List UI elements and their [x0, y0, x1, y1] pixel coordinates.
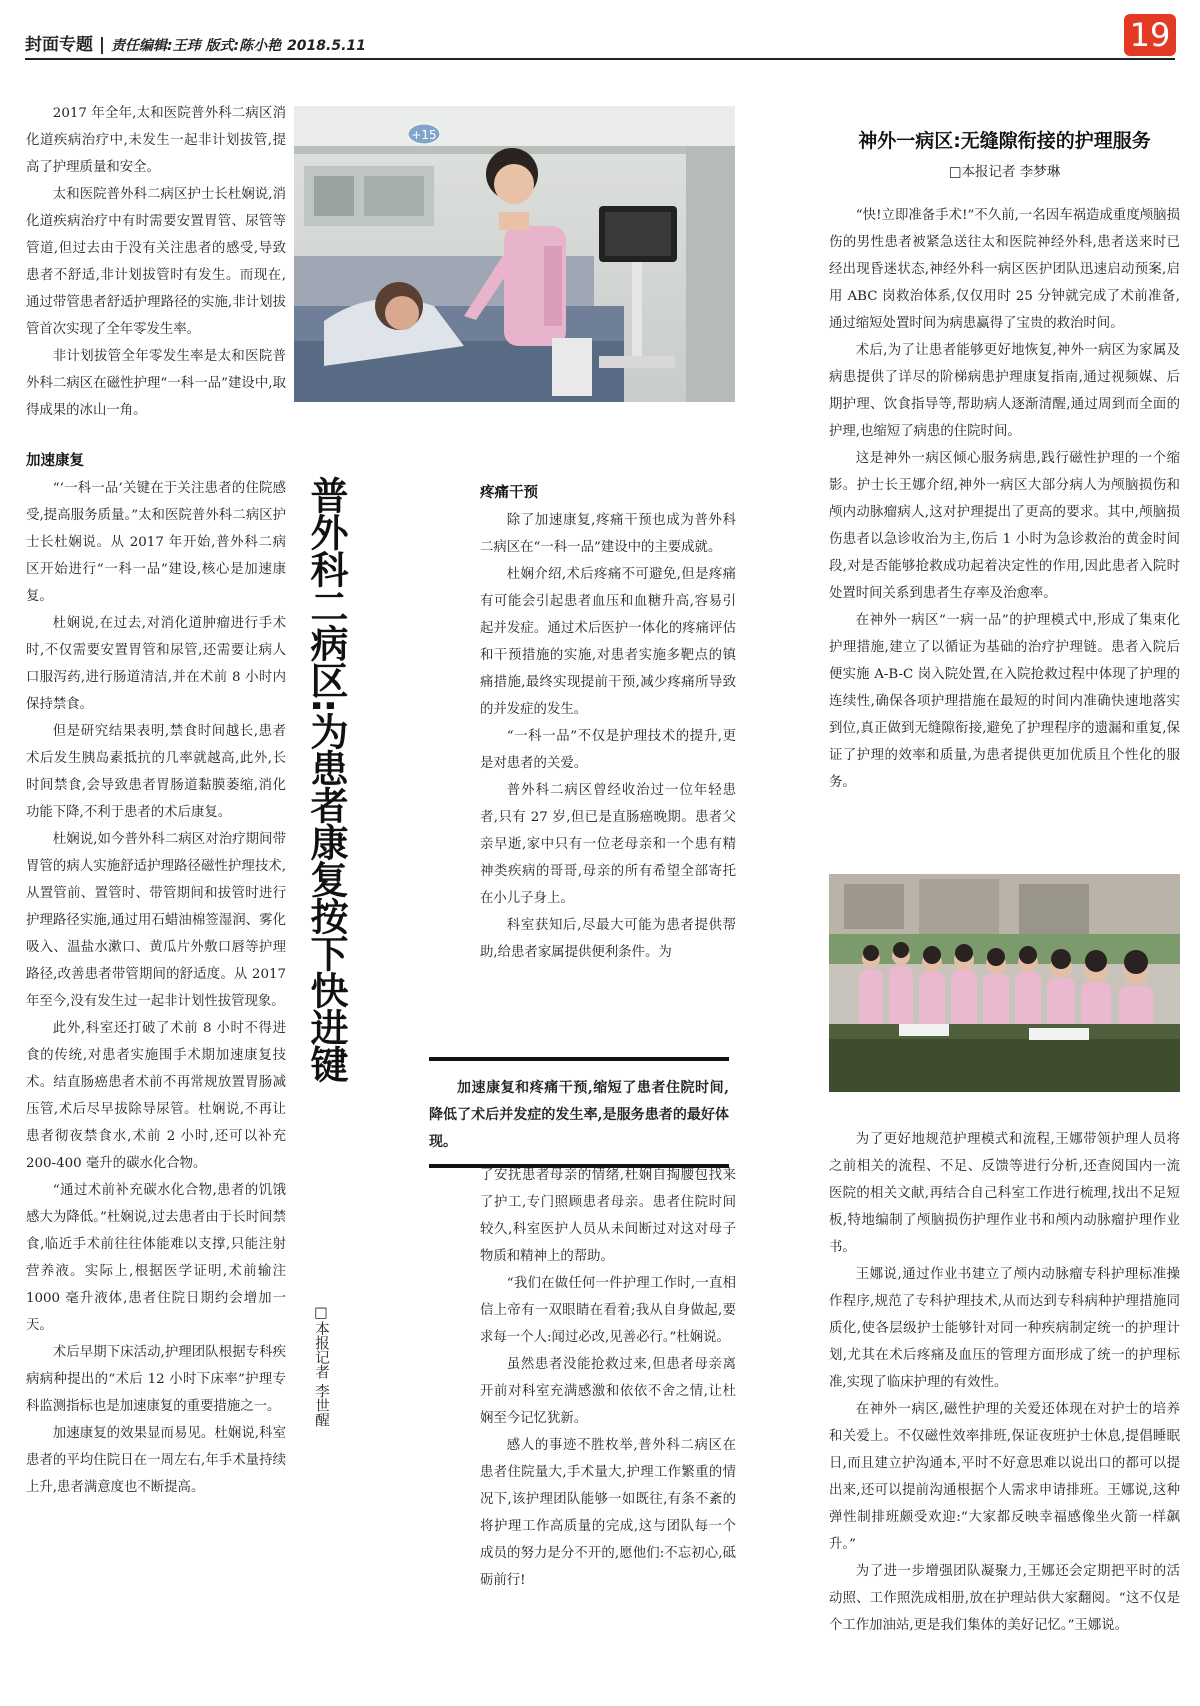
bed-sign: +15	[411, 128, 437, 142]
nursing-team-group-photo	[829, 874, 1180, 1092]
header-rule	[25, 58, 1175, 60]
paragraph: 非计划拔管全年零发生率是太和医院普外科二病区在磁性护理“一科一品”建设中,取得成果的冰山一角。	[26, 349, 286, 418]
paragraph: “快!立即准备手术!”不久前,一名因车祸造成重度颅脑损伤的男性患者被紧急送往太和医院神经外科,患者送来时已经出现昏迷状态,神经外科一病区医护团队迅速启动预案,启用 ABC 岗救治体系,仅仅用时 25 分钟就完成了术前准备,通过缩短处置时间为病患赢得了宝贵的救治时间。	[829, 208, 1180, 331]
paragraph: 杜娴介绍,术后疼痛不可避免,但是疼痛有可能会引起患者血压和血糖升高,容易引起并发症。通过术后医护一体化的疼痛评估和干预措施的实施,对患者实施多靶点的镇痛措施,最终实现提前干预,减少疼痛所导致的并发症的发生。	[480, 567, 736, 717]
photo-illustration	[294, 106, 735, 402]
paragraph: “‘一科一品’关键在于关注患者的住院感受,提高服务质量。”太和医院普外科二病区护士长杜娴说。从 2017 年开始,普外科二病区开始进行“一科一品”建设,核心是加速康复。	[26, 481, 286, 604]
paragraph: 除了加速康复,疼痛干预也成为普外科二病区在“一科一品”建设中的主要成就。	[480, 513, 736, 555]
paragraph: 虽然患者没能抢救过来,但患者母亲离开前对科室充满感激和依依不舍之情,让杜娴至今记忆犹新。	[480, 1357, 736, 1426]
headline: 普外科二病区:为患者康复按下快进键	[304, 476, 348, 1083]
paragraph: 杜娴说,如今普外科二病区对治疗期间带胃管的病人实施舒适护理路径磁性护理技术,从置管前、置管时、带管期间和拔管时进行护理路径实施,通过用石蜡油棉签湿润、雾化吸入、温盐水漱口、黄瓜片外敷口唇等护理路径,改善患者带管期间的舒适度。从 2017 年至今,没有发生过一起非计划性拔管现象。	[26, 832, 286, 1009]
paragraph: 2017 年全年,太和医院普外科二病区消化道疾病治疗中,未发生一起非计划拔管,提高了护理质量和安全。	[26, 106, 286, 175]
page-number: 19	[1124, 14, 1176, 56]
pull-quote: 加速康复和疼痛干预,缩短了患者住院时间,降低了术后并发症的发生率,是服务患者的最好体现。	[429, 1080, 729, 1150]
column-4-top	[829, 202, 1180, 796]
paragraph: 加速康复的效果显而易见。杜娴说,科室患者的平均住院日在一周左右,年手术量持续上升,患者满意度也不断提高。	[26, 1426, 286, 1495]
pull-quote-top-rule	[429, 1057, 729, 1061]
paragraph: 在神外一病区“一病一品”的护理模式中,形成了集束化护理措施,建立了以循证为基础的治疗护理链。患者入院后便实施 A-B-C 岗入院处置,在入院抢救过程中体现了护理的连续性,确保各项护理措施在最短的时间内准确快速地落实到位,真正做到无缝隙衔接,避免了护理程序的遗漏和重复,保证了护理的效率和质量,为患者提供更加优质且个性化的服务。	[829, 613, 1180, 790]
paragraph: “一科一品”不仅是护理技术的提升,更是对患者的关爱。	[480, 729, 736, 771]
paragraph: “通过术前补充碳水化合物,患者的饥饿感大为降低。”杜娴说,过去患者由于长时间禁食,临近手术前往往体能难以支撑,只能注射营养液。实际上,根据医学证明,术前输注 1000 毫升液体,患者住院日期约会增加一天。	[26, 1183, 286, 1333]
paragraph: 科室获知后,尽最大可能为患者提供帮助,给患者家属提供便利条件。为	[480, 918, 736, 960]
paragraph: 术后早期下床活动,护理团队根据专科疾病病种提出的“术后 12 小时下床率”护理专科监测指标也是加速康复的重要措施之一。	[26, 1345, 286, 1414]
section-heading: 加速康复	[26, 453, 84, 469]
byline: □本报记者 李世醒	[313, 1305, 329, 1428]
photo-illustration	[829, 874, 1180, 1092]
page-header	[25, 30, 366, 55]
paragraph: 杜娴说,在过去,对消化道肿瘤进行手术时,不仅需要安置胃管和尿管,还需要让病人口服泻药,进行肠道清洁,并在术前 8 小时内保持禁食。	[26, 616, 286, 712]
paragraph: 了安抚患者母亲的情绪,杜娴自掏腰包找来了护工,专门照顾患者母亲。患者住院时间较久,科室医护人员从未间断过对这对母子物质和精神上的帮助。	[480, 1168, 736, 1264]
section-name: 封面专题	[25, 35, 93, 55]
paragraph: 为了进一步增强团队凝聚力,王娜还会定期把平时的活动照、工作照洗成相册,放在护理站供大家翻阅。“这不仅是个工作加油站,更是我们集体的美好记忆。”王娜说。	[829, 1564, 1180, 1633]
section-heading: 疼痛干预	[480, 485, 538, 501]
paragraph: 为了更好地规范护理模式和流程,王娜带领护理人员将之前相关的流程、不足、反馈等进行分析,还查阅国内一流医院的相关文献,再结合自己科室工作进行梳理,找出不足短板,特地编制了颅脑损伤护理作业书和颅内动脉瘤护理作业书。	[829, 1132, 1180, 1255]
article-byline: □本报记者 李梦琳	[948, 164, 1061, 180]
paragraph: 太和医院普外科二病区护士长杜娴说,消化道疾病治疗中有时需要安置胃管、尿管等管道,但过去由于没有关注患者的感受,导致患者不舒适,非计划拔管时有发生。而现在,通过带管患者舒适护理路径的实施,非计划拔管首次实现了全年零发生率。	[26, 187, 286, 337]
column-3-bottom	[480, 1162, 736, 1594]
paragraph: 感人的事迹不胜枚举,普外科二病区在患者住院量大,手术量大,护理工作繁重的情况下,该护理团队能够一如既往,有条不紊的将护理工作高质量的完成,这与团队每一个成员的努力是分不开的,愿他们:不忘初心,砥砺前行!	[480, 1438, 736, 1588]
column-4-bottom	[829, 1126, 1180, 1639]
paragraph: 但是研究结果表明,禁食时间越长,患者术后发生胰岛素抵抗的几率就越高,此外,长时间禁食,会导致患者胃肠道黏膜萎缩,消化功能下降,不利于患者的术后康复。	[26, 724, 286, 820]
editors-credit: 责任编辑:王玮 版式:陈小艳	[111, 38, 282, 54]
article-title: 神外一病区:无缝隙衔接的护理服务	[858, 130, 1151, 152]
paragraph: 普外科二病区曾经收治过一位年轻患者,只有 27 岁,但已是直肠癌晚期。患者父亲早逝,家中只有一位老母亲和一个患有精神类疾病的哥哥,母亲的所有希望全部寄托在小儿子身上。	[480, 783, 736, 906]
header-divider: |	[98, 35, 112, 55]
issue-date: 2018.5.11	[287, 38, 366, 54]
nurse-with-patient-photo	[294, 106, 735, 402]
paragraph: “我们在做任何一件护理工作时,一直相信上帝有一双眼睛在看着;我从自身做起,要求每一个人:闻过必改,见善必行。”杜娴说。	[480, 1276, 736, 1345]
paragraph: 王娜说,通过作业书建立了颅内动脉瘤专科护理标准操作程序,规范了专科护理技术,从而达到专科病种护理措施同质化,使各层级护士能够针对同一种疾病制定统一的护理计划,尤其在术后疼痛及血压的管理方面形成了统一的护理标准,实现了临床护理的有效性。	[829, 1267, 1180, 1390]
paragraph: 这是神外一病区倾心服务病患,践行磁性护理的一个缩影。护士长王娜介绍,神外一病区大部分病人为颅脑损伤和颅内动脉瘤病人,这对护理提出了更高的要求。其中,颅脑损伤患者以急诊收治为主,伤后 1 小时为急诊救治的黄金时间段,对是否能够抢救成功起着决定性的作用,因此患者入院时处置时间关系到患者生存率及治愈率。	[829, 451, 1180, 601]
paragraph: 术后,为了让患者能够更好地恢复,神外一病区为家属及病患提供了详尽的阶梯病患护理康复指南,通过视频媒、后期护理、饮食指导等,帮助病人逐渐清醒,通过周到而全面的护理,也缩短了病患的住院时间。	[829, 343, 1180, 439]
paragraph: 此外,科室还打破了术前 8 小时不得进食的传统,对患者实施围手术期加速康复技术。结直肠癌患者术前不再常规放置胃肠减压管,术后尽早拔除导尿管。杜娴说,不再让患者彻夜禁食水,术前 2 小时,还可以补充 200-400 毫升的碳水化合物。	[26, 1021, 286, 1171]
column-1	[26, 100, 286, 1501]
paragraph: 在神外一病区,磁性护理的关爱还体现在对护士的培养和关爱上。不仅磁性效率排班,保证夜班护士休息,提倡睡眠日,而且建立护沟通本,平时不好意思难以说出口的都可以提出来,还可以提前沟通根据个人需求申请排班。王娜说,这种弹性制排班颇受欢迎:“大家都反映幸福感像坐火箭一样飙升。”	[829, 1402, 1180, 1552]
column-3-top	[480, 480, 736, 966]
